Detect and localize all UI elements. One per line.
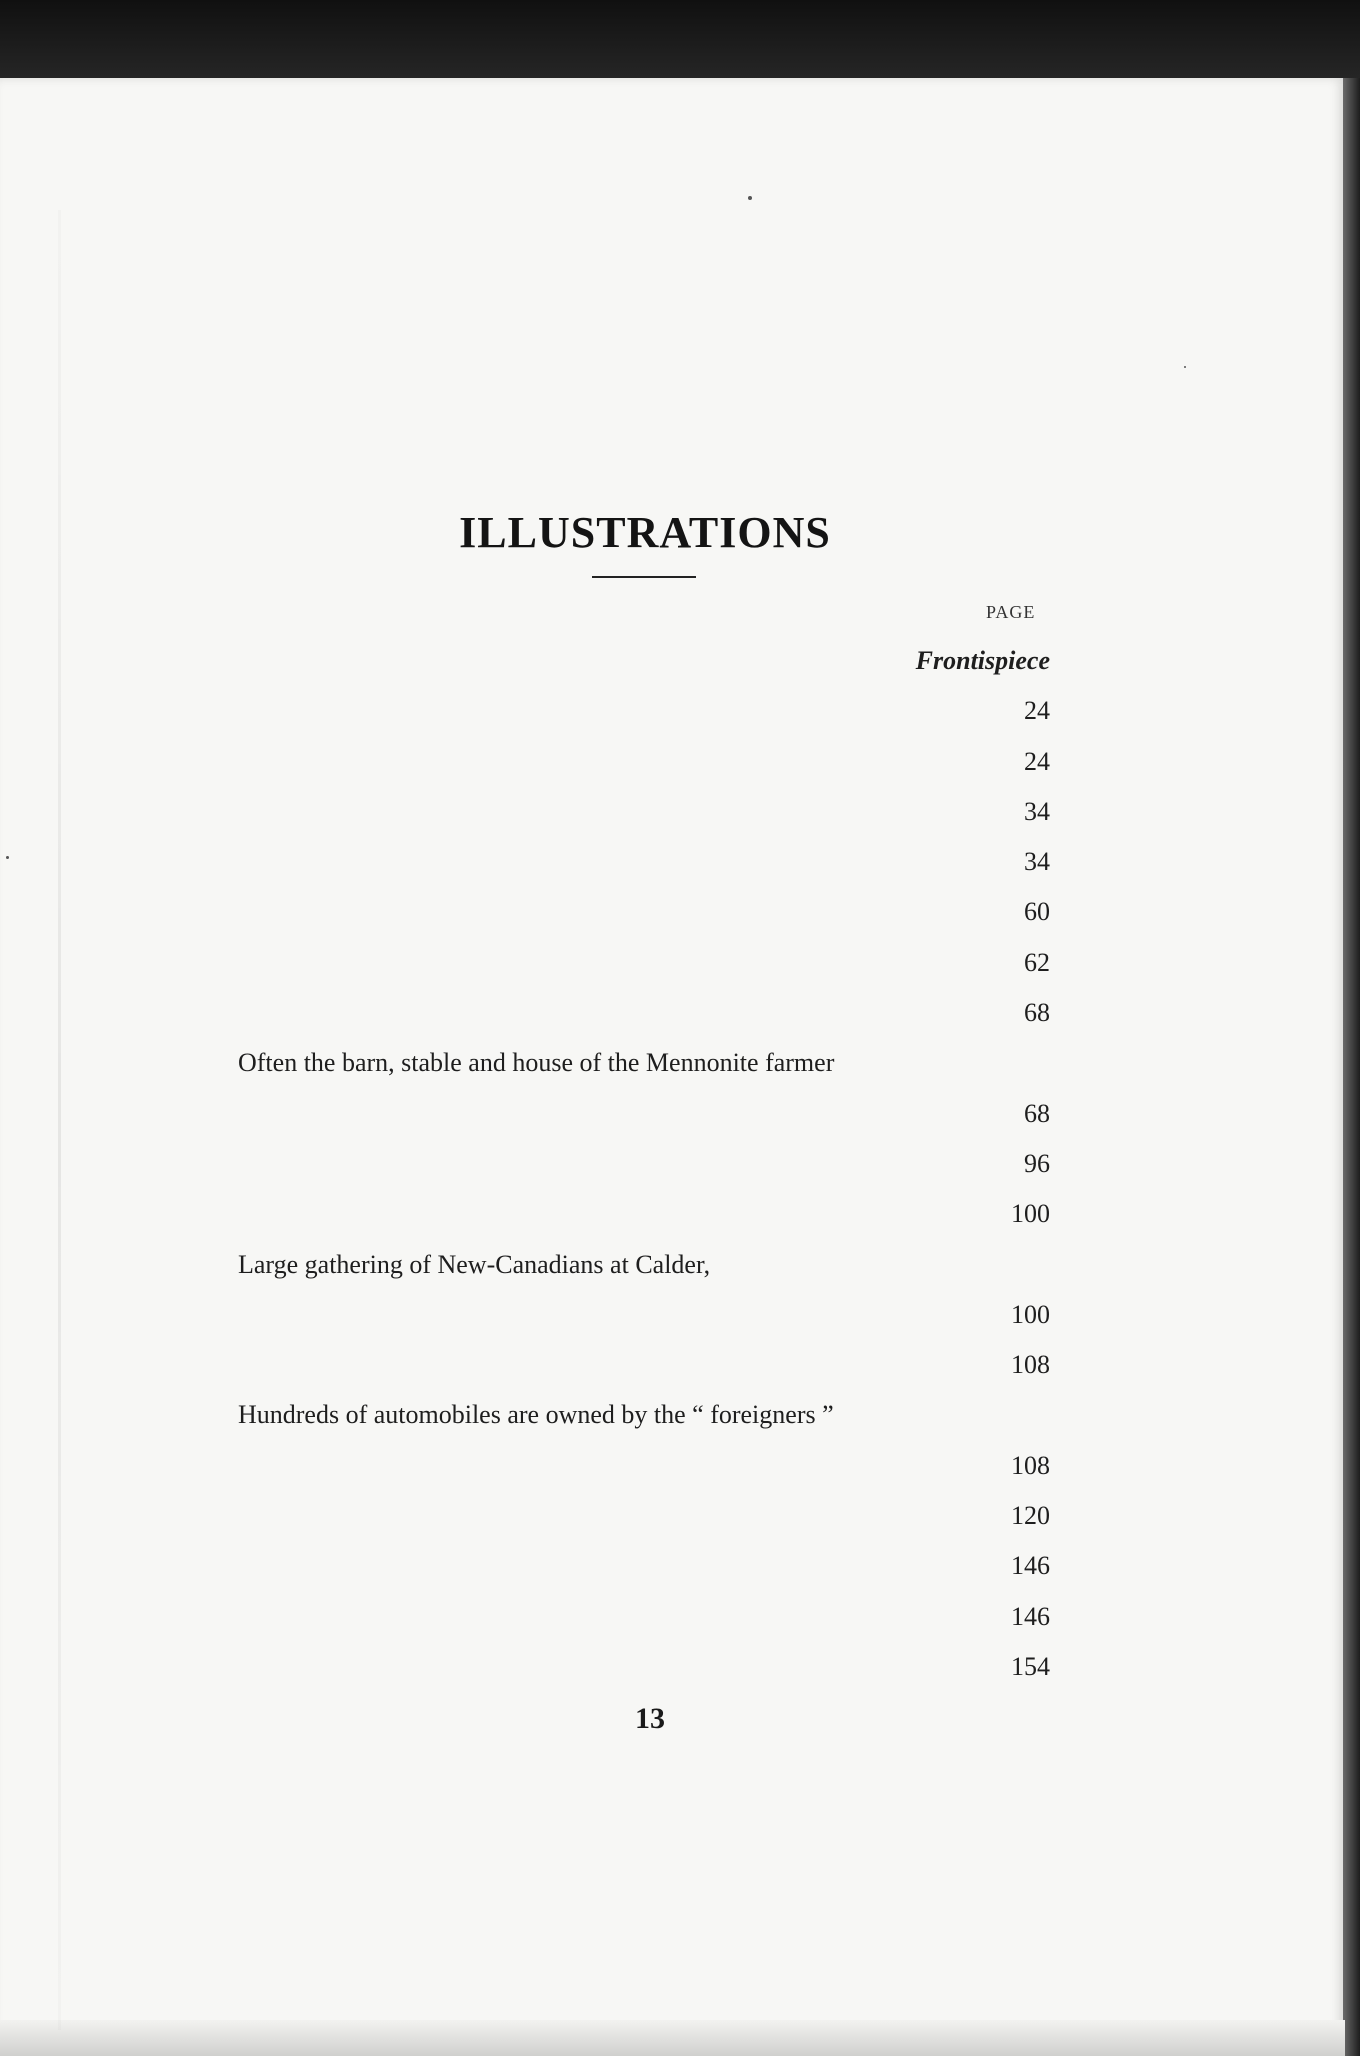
entry-page: 146 bbox=[238, 1541, 1050, 1591]
list-item bbox=[238, 686, 1050, 736]
page-bottom-shadow bbox=[0, 2020, 1345, 2056]
list-item bbox=[238, 938, 1050, 988]
list-item bbox=[238, 1642, 1050, 1692]
entry-page: 68 bbox=[238, 988, 1050, 1038]
list-item bbox=[238, 1592, 1050, 1642]
page-number: 13 bbox=[635, 1702, 665, 1735]
list-item bbox=[238, 1491, 1050, 1541]
list-item bbox=[238, 887, 1050, 937]
list-item bbox=[238, 1390, 1050, 1440]
page-title: ILLUSTRATIONS bbox=[459, 508, 831, 558]
list-item bbox=[238, 1290, 1050, 1340]
entry-page: 68 bbox=[238, 1089, 1050, 1139]
scan-background bbox=[0, 0, 1360, 80]
list-item bbox=[238, 1189, 1050, 1239]
entry-page: 100 bbox=[238, 1189, 1050, 1239]
entry-page: 120 bbox=[238, 1491, 1050, 1541]
list-item bbox=[238, 636, 1050, 686]
title-rule bbox=[592, 576, 696, 578]
list-item bbox=[238, 1340, 1050, 1390]
entry-page: Frontispiece bbox=[238, 636, 1050, 686]
entry-page: 154 bbox=[238, 1642, 1050, 1692]
entry-page: 62 bbox=[238, 938, 1050, 988]
illustrations-list bbox=[238, 636, 1050, 1692]
entry-page: 100 bbox=[238, 1290, 1050, 1340]
paper-speck bbox=[748, 196, 752, 200]
entry-page: 108 bbox=[238, 1441, 1050, 1491]
entry-page: 60 bbox=[238, 887, 1050, 937]
list-item bbox=[238, 1240, 1050, 1290]
entry-title: Large gathering of New-Canadians at Calder, bbox=[238, 1240, 720, 1290]
list-item bbox=[238, 1139, 1050, 1189]
paper-speck bbox=[6, 856, 9, 859]
page-edge bbox=[1343, 78, 1360, 2056]
entry-title: Often the barn, stable and house of the Mennonite farmer bbox=[238, 1038, 844, 1088]
entry-page: 24 bbox=[238, 686, 1050, 736]
entry-page: 34 bbox=[238, 837, 1050, 887]
entry-title: Hundreds of automobiles are owned by the “ foreigners ” bbox=[238, 1390, 844, 1440]
list-item bbox=[238, 1089, 1050, 1139]
binding-gutter bbox=[58, 210, 61, 2030]
entry-page: 24 bbox=[238, 737, 1050, 787]
list-item bbox=[238, 737, 1050, 787]
list-item bbox=[238, 1541, 1050, 1591]
list-item bbox=[238, 837, 1050, 887]
entry-page: 108 bbox=[238, 1340, 1050, 1390]
paper-speck bbox=[1184, 366, 1186, 368]
list-item bbox=[238, 787, 1050, 837]
entry-page: 146 bbox=[238, 1592, 1050, 1642]
list-item bbox=[238, 1441, 1050, 1491]
entry-page: 96 bbox=[238, 1139, 1050, 1189]
list-item bbox=[238, 988, 1050, 1038]
entry-page: 34 bbox=[238, 787, 1050, 837]
list-item bbox=[238, 1038, 1050, 1088]
page-column-header: PAGE bbox=[986, 602, 1036, 622]
